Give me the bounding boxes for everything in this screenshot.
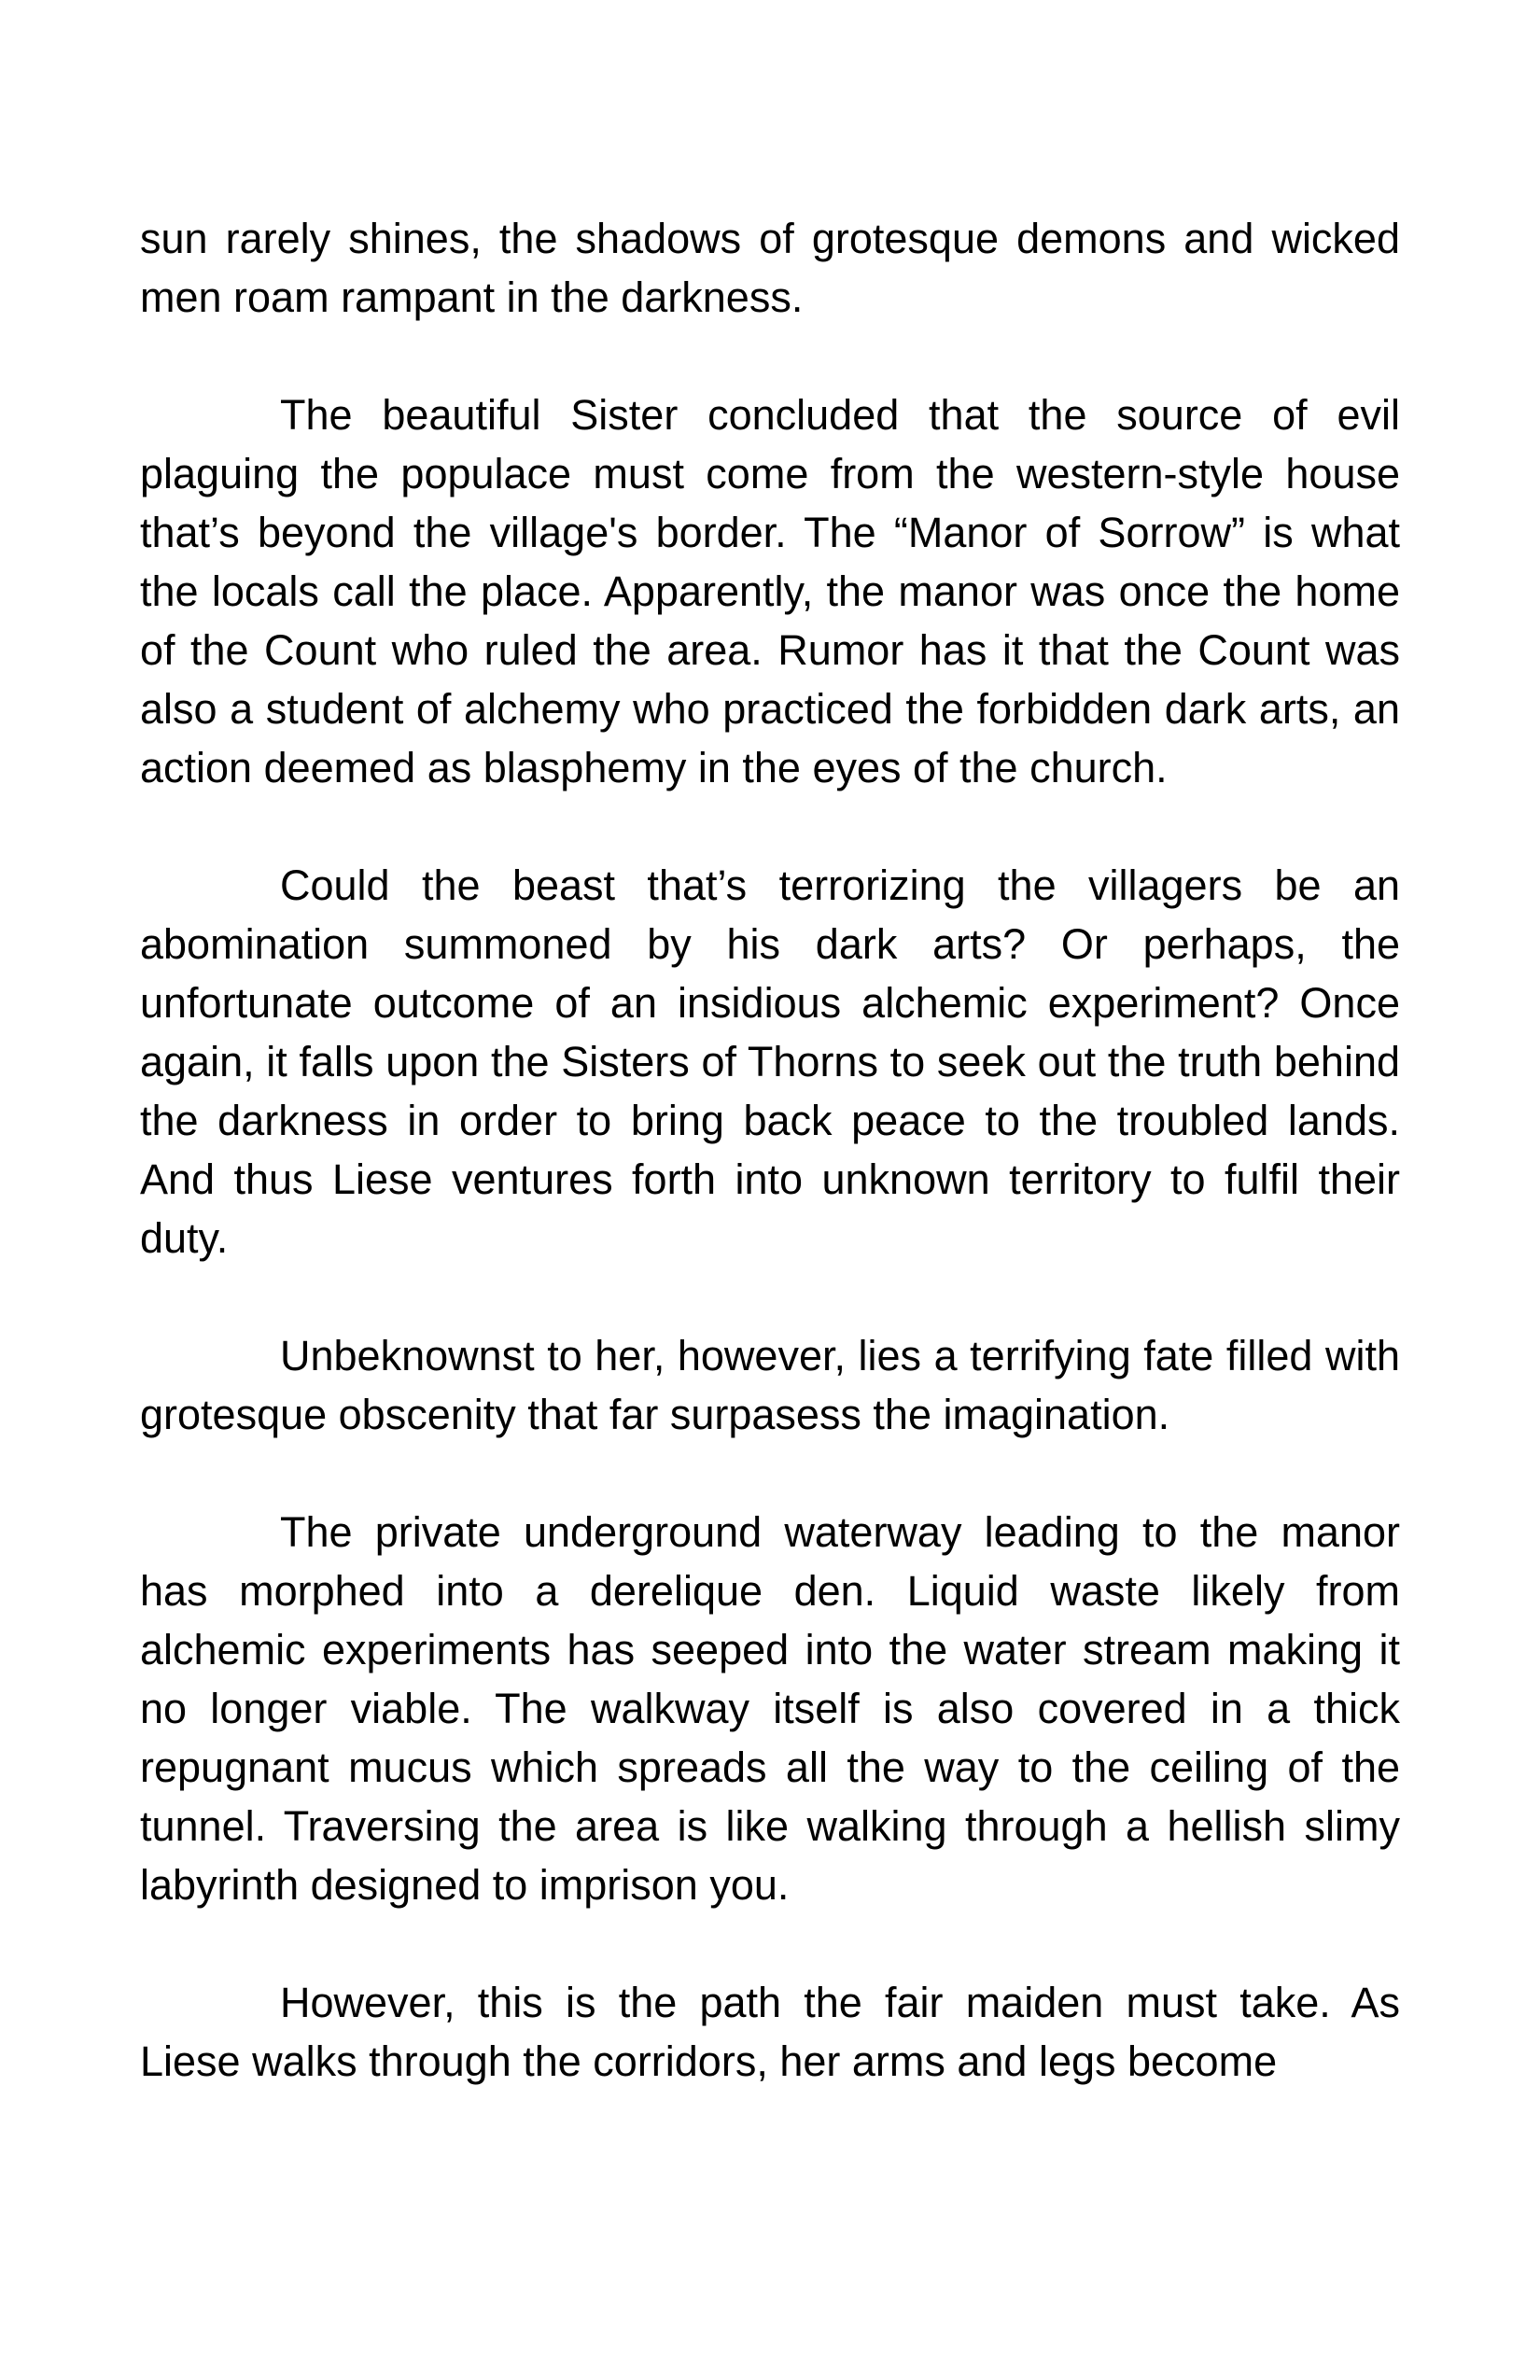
- paragraph-continuation: sun rarely shines, the shadows of grotesque demons and wicked men roam rampant in the darkness.: [140, 215, 1400, 321]
- body-text: [140, 209, 1400, 2091]
- paragraph-sister-conclusion: The beautiful Sister concluded that the source of evil plaguing the populace must come from the western-style house that’s beyond the village's border. The “Manor of Sorrow” is what the locals call the place. Apparently, the manor was once the home of the Count who ruled the area. Rumor has it that the Count was also a student of alchemy who practiced the forbidden dark arts, an action deemed as blasphemy in the eyes of the church.: [140, 391, 1400, 791]
- paragraph-beast-question: Could the beast that’s terrorizing the villagers be an abomination summoned by his dark arts? Or perhaps, the unfortunate outcome of an insidious alchemic experiment? Once again, it falls upon the Sisters of Thorns to seek out the truth behind the darkness in order to bring back peace to the troubled lands. And thus Liese ventures forth into unknown territory to fulfil their duty.: [140, 861, 1400, 1262]
- paragraph-waterway: The private underground waterway leading to the manor has morphed into a derelique den. Liquid waste likely from alchemic experiments has seeped into the water stream making it no longer viable. The walkway itself is also covered in a thick repugnant mucus which spreads all the way to the ceiling of the tunnel. Traversing the area is like walking through a hellish slimy labyrinth designed to imprison you.: [140, 1508, 1400, 1909]
- paragraph-unbeknownst: Unbeknownst to her, however, lies a terrifying fate filled with grotesque obscenity that far surpasess the imagination.: [140, 1332, 1400, 1438]
- paragraph-path: However, this is the path the fair maiden must take. As Liese walks through the corridors, her arms and legs become: [140, 1979, 1400, 2085]
